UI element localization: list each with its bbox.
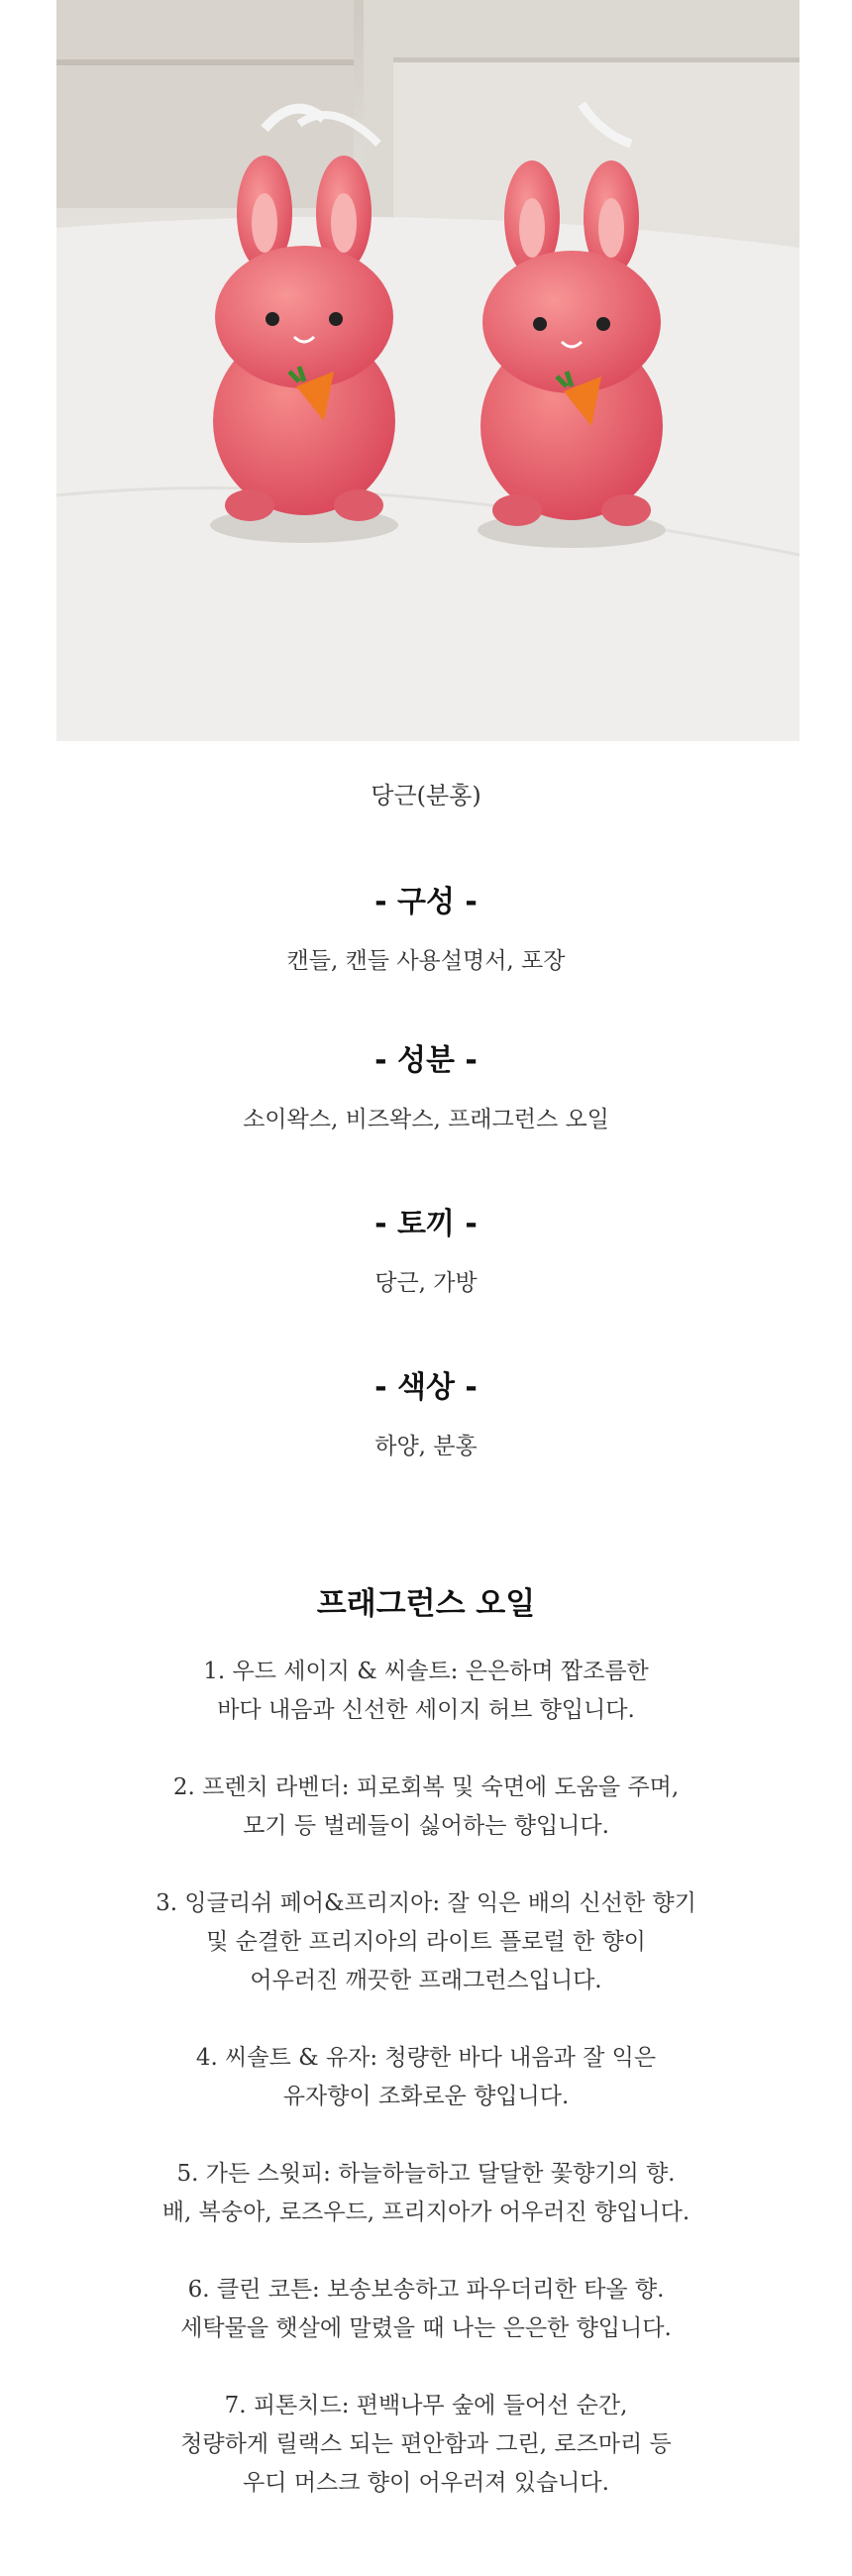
fragrance-line: 7. 피톤치드: 편백나무 숲에 들어선 순간, <box>224 2393 628 2418</box>
section-rabbit <box>0 1199 852 1297</box>
fragrance-line: 유자향이 조화로운 향입니다. <box>282 2084 570 2109</box>
fragrance-line: 및 순결한 프리지아의 라이트 플로럴 한 향이 <box>206 1929 646 1955</box>
section-body: 소이왁스, 비즈왁스, 프래그런스 오일 <box>243 1107 609 1132</box>
section-body: 당근, 가방 <box>374 1270 478 1296</box>
fragrance-item <box>0 2155 852 2232</box>
section-ingredients <box>0 1035 852 1133</box>
section-title: - 토끼 - <box>374 1207 478 1241</box>
fragrance-line: 배, 복숭아, 로즈우드, 프리지아가 어우러진 향입니다. <box>161 2200 691 2225</box>
fragrance-line: 우디 머스크 향이 어우러져 있습니다. <box>243 2470 609 2496</box>
section-title: - 색상 - <box>374 1370 478 1405</box>
fragrance-line: 바다 내음과 신선한 세이지 허브 향입니다. <box>217 1697 635 1723</box>
fragrance-item <box>0 2039 852 2116</box>
fragrance-item <box>0 1769 852 1846</box>
fragrance-item <box>0 1653 852 1730</box>
fragrance-item <box>0 1884 852 2000</box>
fragrance-line: 모기 등 벌레들이 싫어하는 향입니다. <box>243 1813 609 1839</box>
fragrance-line: 어우러진 깨끗한 프래그런스입니다. <box>250 1968 602 1993</box>
section-body: 캔들, 캔들 사용설명서, 포장 <box>286 948 566 974</box>
fragrance-line: 5. 가든 스윗피: 하늘하늘하고 달달한 꽃향기의 향. <box>176 2161 676 2187</box>
fragrance-line: 4. 씨솔트 & 유자: 청량한 바다 내음과 잘 익은 <box>195 2045 657 2071</box>
fragrance-title: 프래그런스 오일 <box>316 1586 536 1622</box>
section-composition <box>0 877 852 975</box>
fragrance-line: 세탁물을 햇살에 말렸을 때 나는 은은한 향입니다. <box>180 2315 672 2341</box>
fragrance-list <box>0 1653 852 2541</box>
fragrance-line: 3. 잉글리쉬 페어&프리지아: 잘 익은 배의 신선한 향기 <box>156 1890 696 1916</box>
fragrance-line: 2. 프렌치 라벤더: 피로회복 및 숙면에 도움을 주며, <box>172 1774 680 1800</box>
section-color <box>0 1362 852 1460</box>
section-body: 하양, 분홍 <box>374 1434 478 1459</box>
section-title: - 구성 - <box>374 885 478 919</box>
product-photo <box>56 0 799 741</box>
section-title: - 성분 - <box>374 1043 478 1078</box>
fragrance-item <box>0 2387 852 2503</box>
fragrance-item <box>0 2271 852 2348</box>
fragrance-line: 6. 클린 코튼: 보송보송하고 파우더리한 타올 향. <box>187 2277 665 2303</box>
product-caption: 당근(분홍) <box>371 782 481 809</box>
fragrance-line: 청량하게 릴랙스 되는 편안함과 그린, 로즈마리 등 <box>180 2431 672 2457</box>
fragrance-line: 1. 우드 세이지 & 씨솔트: 은은하며 짭조름한 <box>203 1659 649 1684</box>
